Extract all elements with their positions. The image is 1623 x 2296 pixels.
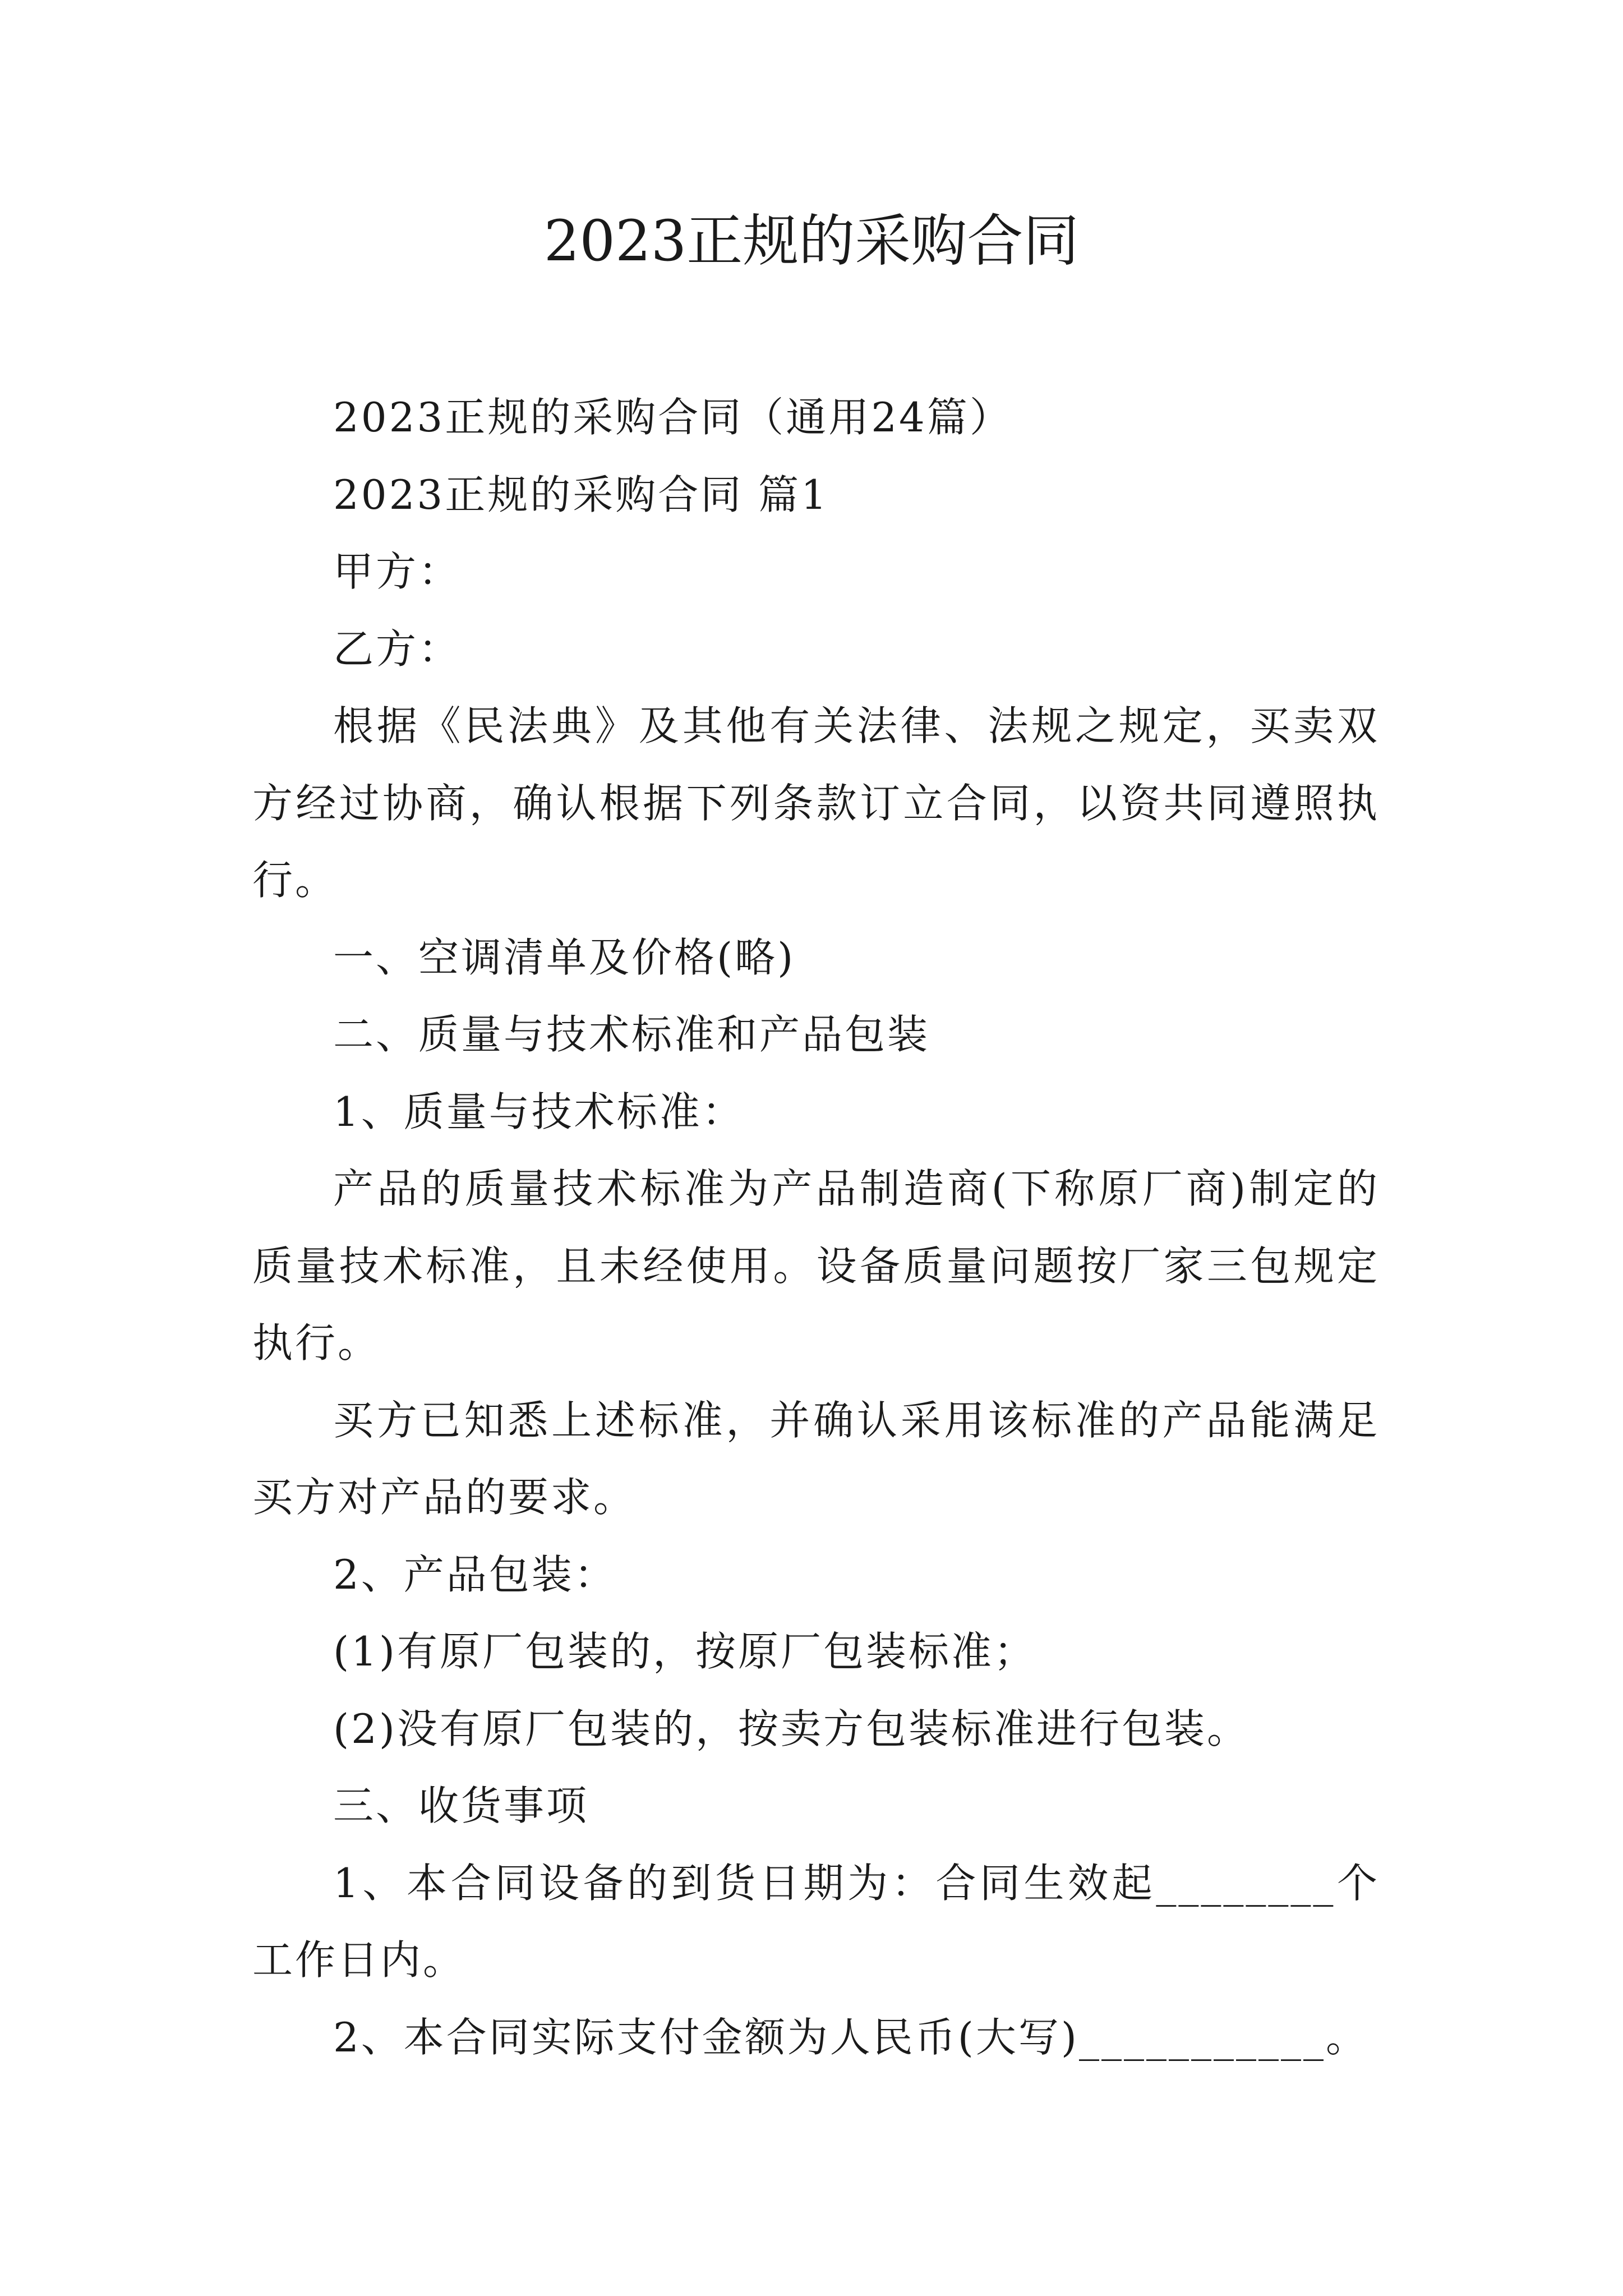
clause-heading: 二、质量与技术标准和产品包装: [333, 1011, 930, 1058]
list-item: (2)没有原厂包装的，按卖方包装标准进行包装。: [333, 1705, 1249, 1752]
body-paragraph: 2、本合同实际支付金额为人民币(大写)___________。: [333, 2013, 1368, 2061]
party-a-line: 甲方：: [333, 548, 462, 595]
subtitle-paragraph: 2023正规的采购合同（通用24篇）: [333, 394, 1012, 441]
body-paragraph: 产品的质量技术标准为产品制造商(下称原厂商)制定的质量技术标准，且未经使用。设备质量问题按厂家三包规定执行。: [252, 1165, 1380, 1366]
body-paragraph: 根据《民法典》及其他有关法律、法规之规定，买卖双方经过协商，确认根据下列条款订立合同，以资共同遵照执行。: [252, 702, 1380, 904]
sub-clause-heading: 2、产品包装：: [333, 1550, 617, 1598]
sub-clause-heading: 1、质量与技术标准：: [333, 1088, 745, 1135]
body-paragraph: 1、本合同设备的到货日期为：合同生效起________个工作日内。: [252, 1859, 1380, 1984]
list-item: (1)有原厂包装的，按原厂包装标准；: [333, 1628, 1036, 1675]
document-title: 2023正规的采购合同: [543, 208, 1080, 274]
clause-heading: 一、空调清单及价格(略): [333, 933, 796, 981]
party-b-line: 乙方：: [333, 625, 462, 673]
section-heading: 2023正规的采购合同 篇1: [333, 471, 829, 518]
body-paragraph: 买方已知悉上述标准，并确认采用该标准的产品能满足买方对产品的要求。: [252, 1396, 1380, 1521]
clause-heading: 三、收货事项: [333, 1782, 589, 1829]
document-body: [252, 379, 1380, 2076]
